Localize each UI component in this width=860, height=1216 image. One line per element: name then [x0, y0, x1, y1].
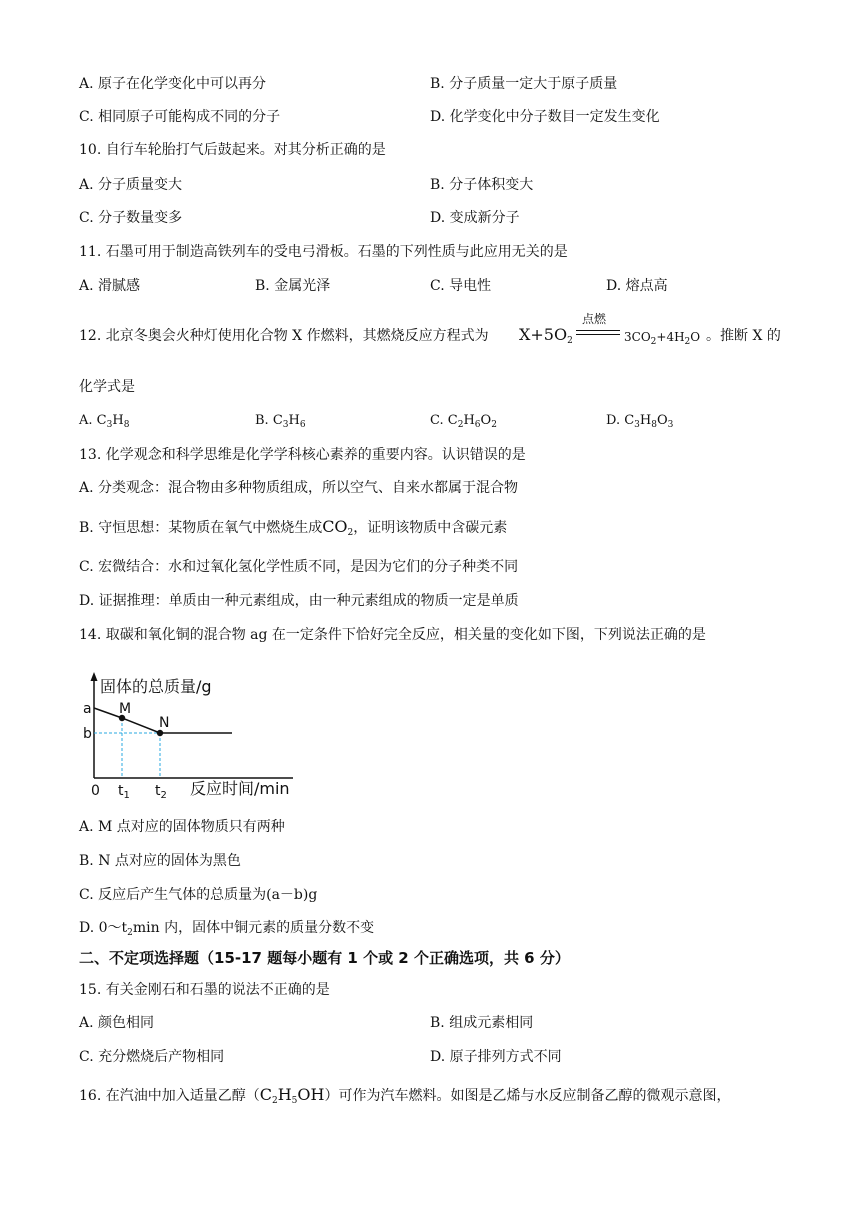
- q11-option-d: D. 熔点高: [606, 278, 668, 294]
- label-b: b: [83, 726, 92, 742]
- q12-stem-end: 。推断 X 的: [706, 328, 781, 344]
- q12-reaction-condition: 点燃: [582, 312, 607, 326]
- q12-equation-right: $3CO_2+4H_2O$: [624, 330, 701, 347]
- label-m: M: [119, 701, 132, 717]
- q11-option-a: A. 滑腻感: [79, 278, 141, 294]
- label-t2: $t_2$: [155, 783, 167, 798]
- q10-option-b: B. 分子体积变大: [430, 177, 534, 193]
- q14-stem: 14. 取碳和氧化铜的混合物 ag 在一定条件下恰好完全反应，相关量的变化如下图，下列说法正确的是: [79, 627, 706, 643]
- q12-stem: 12. 北京冬奥会火种灯使用化合物 X 作燃料，其燃烧反应方程式为: [79, 328, 489, 344]
- q13-option-d: D. 证据推理：单质由一种元素组成，由一种元素组成的物质一定是单质: [79, 593, 519, 609]
- q14-option-d: D. $0\sim t_2\min$ 内，固体中铜元素的质量分数不变: [79, 920, 375, 938]
- q15-option-c: C. 充分燃烧后产物相同: [79, 1049, 225, 1065]
- q12-option-b: B. $C_3H_6$: [255, 413, 306, 430]
- x-axis-label: 反应时间/min: [190, 779, 290, 798]
- q11-option-c: C. 导电性: [430, 278, 492, 294]
- q11-stem: 11. 石墨可用于制造高铁列车的受电弓滑板。石墨的下列性质与此应用无关的是: [79, 244, 568, 260]
- q14-option-a: A. M 点对应的固体物质只有两种: [79, 819, 285, 835]
- q10-option-a: A. 分子质量变大: [79, 177, 183, 193]
- label-origin: 0: [91, 783, 100, 798]
- q13-option-b: B. 守恒思想：某物质在氧气中燃烧生成$CO_2$，证明该物质中含碳元素: [79, 517, 508, 538]
- q16-stem: 16. 在汽油中加入适量乙醇$(C_2H_5OH)$可作为汽车燃料。如图是乙烯与水反应制备乙醇的微观示意图，: [79, 1085, 731, 1106]
- q9-option-b: B. 分子质量一定大于原子质量: [430, 76, 618, 92]
- label-t1: $t_1$: [118, 783, 130, 798]
- q15-option-b: B. 组成元素相同: [430, 1015, 534, 1031]
- q9-option-c: C. 相同原子可能构成不同的分子: [79, 109, 281, 125]
- q15-option-a: A. 颜色相同: [79, 1015, 155, 1031]
- q12-equals-line-bottom: [576, 334, 620, 335]
- y-axis-label: 固体的总质量/g: [100, 677, 212, 696]
- q9-option-a: A. 原子在化学变化中可以再分: [79, 76, 267, 92]
- q11-option-b: B. 金属光泽: [255, 278, 331, 294]
- section-2-heading: 二、不定项选择题（15-17 题每小题有 1 个或 2 个正确选项，共 6 分）: [79, 949, 570, 967]
- label-a: a: [83, 701, 92, 717]
- q13-option-a: A. 分类观念：混合物由多种物质组成，所以空气、自来水都属于混合物: [79, 480, 519, 496]
- q12-option-d: D. $C_3H_8O_3$: [606, 413, 674, 430]
- q14-mass-time-graph: [78, 668, 318, 798]
- q12-equation-left: $X+5O_2$: [519, 325, 573, 346]
- q12-option-c: C. $C_2H_6O_2$: [430, 413, 497, 430]
- q10-option-d: D. 变成新分子: [430, 210, 520, 226]
- q9-option-d: D. 化学变化中分子数目一定发生变化: [430, 109, 660, 125]
- y-axis-arrow: [91, 672, 98, 681]
- q12-stem-line2: 化学式是: [79, 379, 135, 395]
- q14-option-b: B. N 点对应的固体为黑色: [79, 853, 241, 869]
- q12-equals-line-top: [576, 330, 620, 331]
- q13-stem: 13. 化学观念和科学思维是化学学科核心素养的重要内容。认识错误的是: [79, 447, 526, 463]
- q10-option-c: C. 分子数量变多: [79, 210, 183, 226]
- q10-stem: 10. 自行车轮胎打气后鼓起来。对其分析正确的是: [79, 142, 386, 158]
- q13-option-c: C. 宏微结合：水和过氧化氢化学性质不同，是因为它们的分子种类不同: [79, 559, 519, 575]
- label-n: N: [159, 715, 170, 731]
- q12-option-a: A. $C_3H_8$: [79, 413, 130, 430]
- q14-option-c: C. 反应后产生气体的总质量为(a－b)g: [79, 887, 318, 903]
- q15-stem: 15. 有关金刚石和石墨的说法不正确的是: [79, 982, 330, 998]
- q15-option-d: D. 原子排列方式不同: [430, 1049, 562, 1065]
